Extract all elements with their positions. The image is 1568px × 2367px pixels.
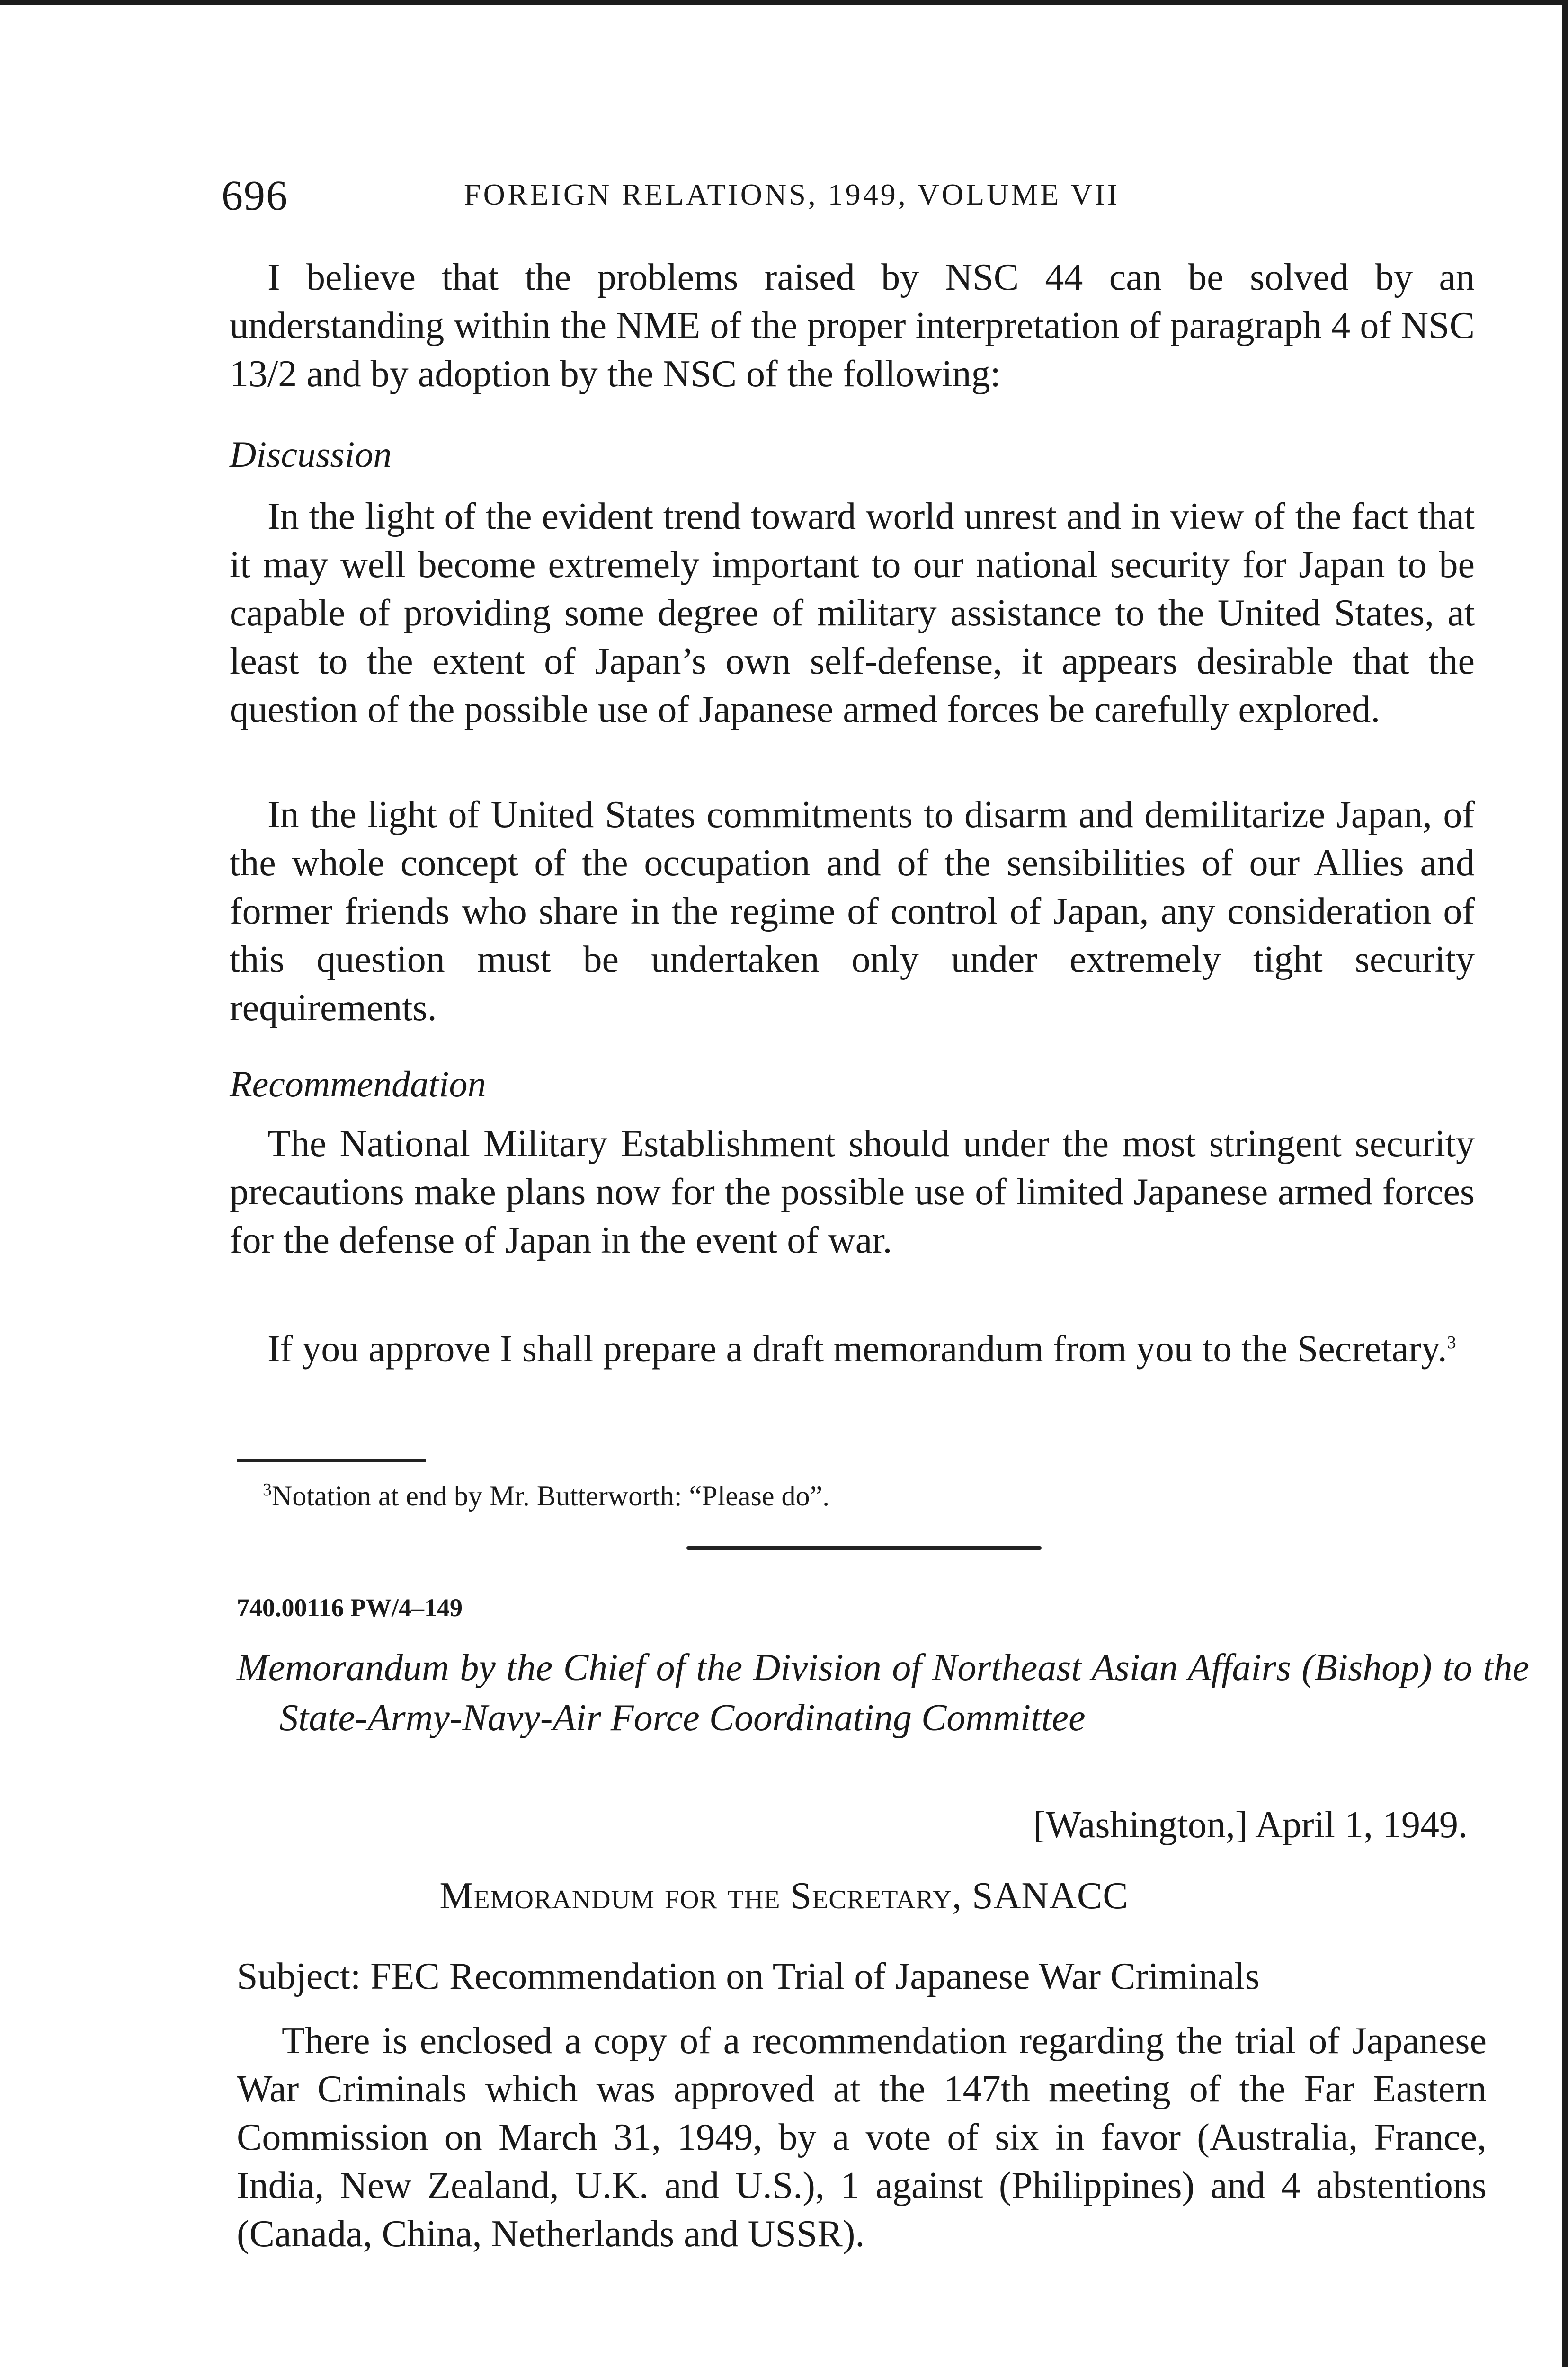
running-head: FOREIGN RELATIONS, 1949, VOLUME VII: [464, 178, 1120, 211]
recommendation-heading: Recommendation: [230, 1063, 486, 1104]
scan-edge-top: [0, 0, 1568, 5]
scan-edge-right: [1562, 0, 1568, 2367]
recommendation-paragraph-2-text: If you approve I shall prepare a draft memorandum from you to the Secretary.: [267, 1328, 1447, 1370]
discussion-paragraph-1: In the light of the evident trend toward world unrest and in view of the fact that it may well become extremely important to our national security for Japan to be capable of providing some degree of military assistance to the United States, at least to the extent of Japan’s own self-defense, it appears desirable that the question of the possible use of Japanese armed forces be carefully explored.: [230, 496, 1475, 730]
recommendation-paragraph-1: The National Military Establishment should under the most stringent security precautions make plans now for the possible use of limited Japanese armed forces for the defense of Japan in the event of war.: [230, 1123, 1475, 1261]
footnote-rule: [237, 1459, 426, 1462]
footnote-marker: 3: [263, 1480, 272, 1500]
page-header: [222, 171, 1244, 223]
footnote-text: Notation at end by Mr. Butterworth: “Please do”.: [272, 1480, 830, 1512]
section-divider: [686, 1546, 1042, 1550]
memo-paragraph: There is enclosed a copy of a recommendation regarding the trial of Japanese War Criminals which was approved at the 147th meeting of the Far Eastern Commission on March 31, 1949, by a vote of six in favor (Australia, France, India, New Zealand, U.K. and U.S.), 1 against (Philippines) and 4 abstentions (Canada, China, Netherlands and USSR).: [237, 2020, 1487, 2255]
recommendation-paragraph-2: [230, 1318, 1475, 1373]
memo-title: Memorandum by the Chief of the Division of Northeast Asian Affairs (Bishop) to the State-Army-Navy-Air Force Coordinating Committee: [237, 1647, 1529, 1739]
document-id: 740.00116 PW/4–149: [237, 1593, 463, 1622]
footnote-reference: 3: [1447, 1333, 1456, 1353]
memo-addressee: Memorandum for the Secretary, SANACC: [439, 1875, 1129, 1917]
intro-paragraph: I believe that the problems raised by NSC 44 can be solved by an understanding within the NME of the proper interpretation of paragraph 4 of NSC 13/2 and by adoption by the NSC of the following:: [230, 257, 1475, 395]
footnote: [263, 1479, 829, 1513]
dateline: [Washington,] April 1, 1949.: [1033, 1804, 1468, 1846]
discussion-heading: Discussion: [230, 434, 392, 475]
discussion-paragraph-2: In the light of United States commitments to disarm and demilitarize Japan, of the whole concept of the occupation and of the sensibilities of our Allies and former friends who share in the regime of control of Japan, any consideration of this question must be undertaken only under extremely tight security requirements.: [230, 794, 1475, 1029]
page-number: 696: [222, 172, 288, 219]
memo-subject: Subject: FEC Recommendation on Trial of Japanese War Criminals: [237, 1956, 1260, 1997]
